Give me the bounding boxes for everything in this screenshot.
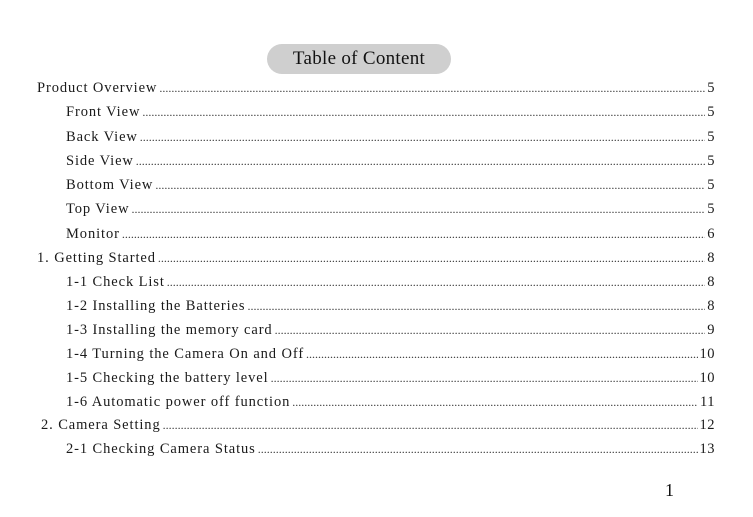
toc-entry-label: Back View	[66, 129, 138, 145]
toc-entry-label: Top View	[66, 201, 130, 217]
toc-title: Table of Content	[267, 44, 451, 74]
dot-leader	[167, 272, 705, 292]
toc-entry-page: 8	[707, 274, 715, 290]
toc-entry[interactable]	[66, 224, 715, 244]
toc-entry-page: 11	[700, 394, 715, 410]
toc-entry-label: 1-5 Checking the battery level	[66, 370, 269, 386]
dot-leader	[247, 296, 705, 316]
toc-entry[interactable]	[66, 296, 715, 316]
toc-entry-label: 1-1 Check List	[66, 274, 165, 290]
toc-entry[interactable]	[66, 175, 715, 195]
dot-leader	[136, 151, 705, 171]
toc-entry-page: 5	[707, 177, 715, 193]
toc-entry-page: 5	[707, 80, 715, 96]
toc-entry[interactable]	[66, 368, 715, 388]
toc-entry-page: 5	[707, 201, 715, 217]
toc-entry-page: 6	[707, 226, 715, 242]
toc-entry-label: 1-4 Turning the Camera On and Off	[66, 346, 305, 362]
dot-leader	[122, 224, 705, 244]
toc-entry-page: 9	[707, 322, 715, 338]
toc-entry-label: 1-3 Installing the memory card	[66, 322, 273, 338]
toc-entry-page: 5	[707, 129, 715, 145]
toc-entry-page: 10	[699, 346, 715, 362]
dot-leader	[142, 102, 705, 122]
toc-entry-label: 1-2 Installing the Batteries	[66, 298, 246, 314]
toc-entry[interactable]	[37, 78, 715, 98]
dot-leader	[275, 320, 706, 340]
dot-leader	[258, 439, 698, 459]
toc-entry-page: 8	[707, 250, 715, 266]
toc-entry-label: 1-6 Automatic power off function	[66, 394, 291, 410]
dot-leader	[155, 175, 705, 195]
toc-entry-label: Monitor	[66, 226, 120, 242]
toc-entry[interactable]	[66, 127, 715, 147]
dot-leader	[306, 344, 697, 364]
toc-entry-label: Front View	[66, 104, 141, 120]
toc-entry[interactable]	[66, 272, 715, 292]
toc-entry[interactable]	[66, 344, 715, 364]
toc-entry[interactable]	[41, 415, 715, 435]
toc-entry-page: 8	[707, 298, 715, 314]
toc-entry[interactable]	[66, 439, 715, 459]
toc-entry-label: Bottom View	[66, 177, 154, 193]
toc-entry-label: 2. Camera Setting	[41, 417, 161, 433]
toc-entry-page: 5	[707, 153, 715, 169]
dot-leader	[163, 415, 698, 435]
dot-leader	[140, 127, 705, 147]
toc-entry[interactable]	[66, 199, 715, 219]
dot-leader	[159, 78, 705, 98]
toc-entry-page: 5	[707, 104, 715, 120]
dot-leader	[271, 368, 698, 388]
toc-entry[interactable]	[66, 102, 715, 122]
toc-entry-page: 12	[699, 417, 715, 433]
page-number: 1	[665, 480, 674, 500]
toc-entry[interactable]	[66, 320, 715, 340]
toc-entry-label: 2-1 Checking Camera Status	[66, 441, 256, 457]
toc-entry[interactable]	[66, 151, 715, 171]
toc-entry-label: 1. Getting Started	[37, 250, 156, 266]
dot-leader	[131, 199, 705, 219]
dot-leader	[158, 248, 705, 268]
toc-entry[interactable]	[37, 248, 715, 268]
toc-entry-label: Product Overview	[37, 80, 158, 96]
toc-entry-page: 13	[699, 441, 715, 457]
toc-entry[interactable]	[66, 392, 715, 412]
toc-entry-page: 10	[699, 370, 715, 386]
dot-leader	[292, 392, 698, 412]
toc-entry-label: Side View	[66, 153, 134, 169]
